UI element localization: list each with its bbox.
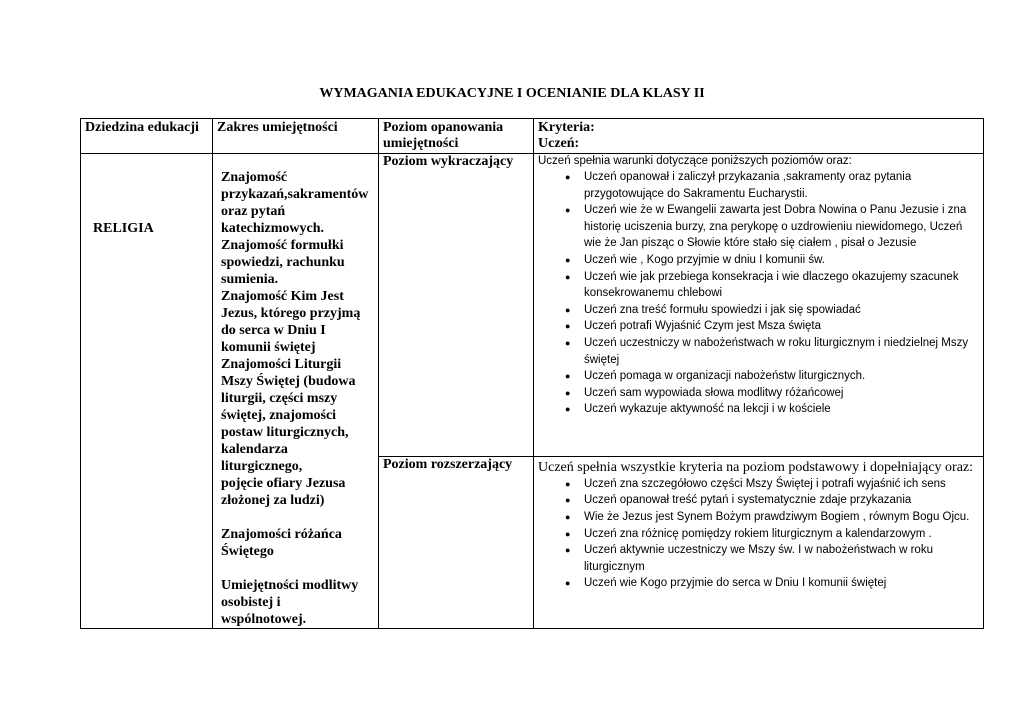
criteria-item-text: Uczeń zna szczegółowo części Mszy Świętej i potrafi wyjaśnić ich sens xyxy=(584,477,946,490)
criteria-item xyxy=(538,509,979,526)
scope-line: spowiedzi, rachunku xyxy=(221,255,345,270)
criteria-item xyxy=(538,252,979,269)
criteria-item xyxy=(538,202,979,252)
criteria-item-text: Uczeń zna różnicę pomiędzy rokiem liturgicznym a kalendarzowym . xyxy=(584,527,932,540)
document-title: WYMAGANIA EDUKACYJNE I OCENIANIE DLA KLASY II xyxy=(319,86,705,101)
criteria-item xyxy=(538,542,979,575)
criteria-item-text: Uczeń zna treść formułu spowiedzi i jak się spowiadać xyxy=(584,303,861,316)
scope-line: sumienia. xyxy=(221,272,279,287)
domain-cell xyxy=(81,154,213,629)
criteria-item xyxy=(538,575,979,592)
criteria-item xyxy=(538,492,979,509)
criteria-item-text: Uczeń wie , Kogo przyjmie w dniu I komunii św. xyxy=(584,253,825,266)
bullet-icon: ● xyxy=(565,172,571,182)
scope-line: Jezus, którego przyjmą xyxy=(221,306,361,321)
scope-line: do serca w Dniu I xyxy=(221,323,326,338)
criteria-item xyxy=(538,401,979,418)
criteria-intro-expanding: Uczeń spełnia wszystkie kryteria na poziom podstawowy i dopełniający oraz: xyxy=(538,459,974,475)
bullet-icon: ● xyxy=(565,387,571,398)
criteria-item-text: Uczeń opanował i zaliczył przykazania ,sakramenty oraz pytania przygotowujące do Sakramentu Eucharystii. xyxy=(584,171,912,200)
header-level xyxy=(379,119,534,154)
criteria-item xyxy=(538,269,979,302)
criteria-item-text: Wie że Jezus jest Synem Bożym prawdziwym Bogiem , równym Bogu Ojcu. xyxy=(584,511,970,523)
bullet-icon: ● xyxy=(565,371,571,382)
criteria-intro-extending: Uczeń spełnia warunki dotyczące poniższych poziomów oraz: xyxy=(538,155,852,167)
criteria-item xyxy=(538,335,979,368)
bullet-icon: ● xyxy=(565,304,571,315)
scope-line: złożonej za ludzi) xyxy=(221,493,325,508)
scope-line: wspólnotowej. xyxy=(221,612,307,627)
bullet-icon: ● xyxy=(565,404,571,415)
scope-line: liturgicznego, xyxy=(221,459,303,474)
level-row-extending xyxy=(81,154,984,457)
scope-line: Znajomości Liturgii xyxy=(221,357,342,372)
bullet-icon: ● xyxy=(565,545,571,556)
criteria-item xyxy=(538,169,979,202)
scope-line: Świętego xyxy=(221,544,274,559)
criteria-list-extending xyxy=(538,169,979,418)
bullet-icon: ● xyxy=(565,205,571,216)
criteria-item-text: Uczeń opanował treść pytań i systematycznie zdaje przykazania xyxy=(584,494,912,507)
bullet-icon: ● xyxy=(565,528,571,539)
level-name-extending: Poziom wykraczający xyxy=(379,154,534,457)
criteria-item xyxy=(538,526,979,543)
bullet-icon: ● xyxy=(565,321,571,332)
bullet-icon: ● xyxy=(565,495,571,506)
scope-line: kalendarza xyxy=(221,442,288,457)
bullet-icon: ● xyxy=(565,578,571,589)
header-criteria xyxy=(534,119,984,154)
criteria-item-text: Uczeń wykazuje aktywność na lekcji i w kościele xyxy=(584,403,831,416)
scope-line: liturgii, części mszy xyxy=(221,391,338,406)
scope-line: osobistej i xyxy=(221,595,281,610)
header-domain: Dziedzina edukacji xyxy=(81,119,213,154)
scope-line: oraz pytań xyxy=(221,204,286,219)
header-row xyxy=(81,119,984,154)
bullet-icon: ● xyxy=(565,512,571,522)
criteria-item xyxy=(538,476,979,493)
criteria-cell-extending xyxy=(534,154,984,457)
criteria-item xyxy=(538,368,979,385)
scope-line: Umiejętności modlitwy xyxy=(221,578,359,593)
requirements-table xyxy=(80,118,984,629)
criteria-cell-expanding xyxy=(534,456,984,628)
scope-line: komunii świętej xyxy=(221,340,316,355)
scope-list xyxy=(221,169,376,628)
criteria-item-text: Uczeń aktywnie uczestniczy we Mszy św. I w nabożeństwach w roku liturgicznym xyxy=(584,544,933,573)
scope-cell xyxy=(213,154,379,629)
scope-line: postaw liturgicznych, xyxy=(221,425,349,440)
criteria-item-text: Uczeń wie jak przebiega konsekracja i wie dlaczego okazujemy szacunek konsekrowanemu chlebowi xyxy=(584,270,959,300)
header-level-line2: umiejętności xyxy=(383,136,459,151)
criteria-item-text: Uczeń wie że w Ewangelii zawarta jest Dobra Nowina o Panu Jezusie i zna historię uciszenia burzy, zna perykopę o uzdrowieniu niewidomego, Uczeń wie że Jan pisząc o Słowie które stało się ciałem , pisał o Jezusie xyxy=(584,204,967,250)
scope-line: Znajomość formułki xyxy=(221,238,344,253)
scope-line: pojęcie ofiary Jezusa xyxy=(221,476,346,491)
scope-line: Znajomości różańca xyxy=(221,527,342,542)
criteria-item-text: Uczeń uczestniczy w nabożeństwach w roku liturgicznym i niedzielnej Mszy świętej xyxy=(584,336,969,366)
criteria-item xyxy=(538,318,979,335)
criteria-item-text: Uczeń potrafi Wyjaśnić Czym jest Msza święta xyxy=(584,320,821,333)
criteria-item-text: Uczeń wie Kogo przyjmie do serca w Dniu I komunii świętej xyxy=(584,577,887,590)
level-name-expanding: Poziom rozszerzający xyxy=(379,456,534,628)
bullet-icon: ● xyxy=(565,254,571,265)
criteria-item xyxy=(538,302,979,319)
scope-line: Mszy Świętej (budowa xyxy=(221,374,356,389)
bullet-icon: ● xyxy=(565,271,571,282)
criteria-item-text: Uczeń pomaga w organizacji nabożeństw liturgicznych. xyxy=(584,370,866,383)
header-criteria-line2: Uczeń: xyxy=(538,136,580,151)
bullet-icon: ● xyxy=(565,478,571,489)
scope-line xyxy=(221,560,376,577)
domain-label: RELIGIA xyxy=(93,221,154,236)
scope-line: świętej, znajomości xyxy=(221,408,337,423)
bullet-icon: ● xyxy=(565,337,571,348)
criteria-list-expanding xyxy=(538,476,979,592)
scope-line: Znajomość xyxy=(221,170,288,185)
scope-line: przykazań,sakramentów xyxy=(221,187,369,202)
header-criteria-line1: Kryteria: xyxy=(538,120,595,135)
scope-line: Znajomość Kim Jest xyxy=(221,289,344,304)
criteria-item xyxy=(538,385,979,402)
scope-line: katechizmowych. xyxy=(221,221,325,236)
scope-line xyxy=(221,509,376,526)
header-level-line1: Poziom opanowania xyxy=(383,120,504,135)
header-scope: Zakres umiejętności xyxy=(213,119,379,154)
criteria-item-text: Uczeń sam wypowiada słowa modlitwy różańcowej xyxy=(584,386,844,399)
